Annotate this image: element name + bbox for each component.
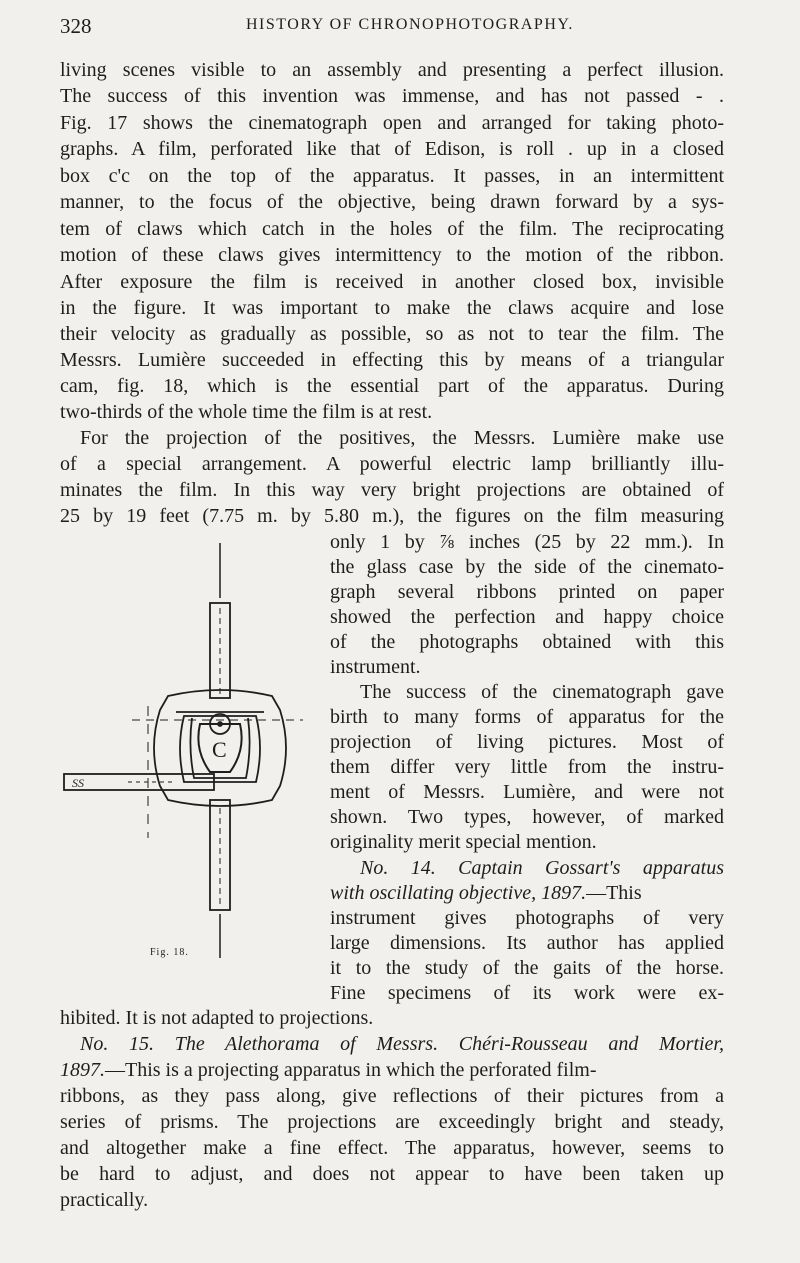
text-line: them differ very little from the instru- [330, 756, 724, 778]
text-line: their velocity as gradually as possible, so as not to tear the film. The [60, 323, 724, 345]
text-line: in the figure. It was important to make the claws acquire and lose [60, 297, 724, 319]
text-line: series of prisms. The projections are exceedingly bright and steady, [60, 1111, 724, 1133]
text-line: and altogether make a fine effect. The apparatus, however, seems to [60, 1137, 724, 1159]
figure-caption: Fig. 18. [150, 947, 189, 958]
cam-label: C [212, 737, 227, 762]
text-line: Fine specimens of its work were ex- [330, 982, 724, 1004]
text-line: The success of the cinematograph gave [360, 681, 724, 703]
text-line: the glass case by the side of the cinemato- [330, 556, 724, 578]
text-line: For the projection of the positives, the Messrs. Lumière make use [80, 427, 724, 449]
text-line: showed the perfection and happy choice [330, 606, 724, 628]
running-title: HISTORY OF CHRONOPHOTOGRAPHY. [246, 16, 574, 33]
text-line: of the photographs obtained with this [330, 631, 724, 653]
figure-18 [58, 538, 326, 968]
page-header [60, 14, 722, 42]
text-line: two-thirds of the whole time the film is at rest. [60, 401, 433, 423]
text-line: projection of living pictures. Most of [330, 731, 724, 753]
text-line: birth to many forms of apparatus for the [330, 706, 724, 728]
text-line: motion of these claws gives intermittency to the motion of the ribbon. [60, 244, 724, 266]
text-line: The success of this invention was immense, and has not passed - . [60, 85, 724, 107]
text-fragment: —This is a projecting apparatus in which the perforated film- [105, 1059, 597, 1081]
text-line [80, 1032, 724, 1056]
text-line: box c'c on the top of the apparatus. It passes, in an intermittent [60, 165, 724, 187]
text-line: tem of claws which catch in the holes of the film. The reciprocating [60, 218, 724, 240]
text-line: be hard to adjust, and does not appear to have been taken up [60, 1163, 724, 1185]
text-line: instrument gives photographs of very [330, 907, 724, 929]
text-line [60, 1058, 724, 1082]
text-line: cam, fig. 18, which is the essential part of the apparatus. During [60, 375, 724, 397]
text-line: graphs. A film, perforated like that of Edison, is roll . up in a closed [60, 138, 724, 160]
text-line: hibited. It is not adapted to projections. [60, 1007, 374, 1029]
text-line: only 1 by ⅞ inches (25 by 22 mm.). In [330, 531, 724, 553]
text-line: large dimensions. Its author has applied [330, 932, 724, 954]
apparatus-title: No. 14. Captain Gossart's apparatus [360, 857, 724, 879]
text-line: instrument. [330, 656, 421, 678]
text-line: originality merit special mention. [330, 831, 597, 853]
text-line: manner, to the focus of the objective, being drawn forward by a sys- [60, 191, 724, 213]
text-line [330, 881, 724, 905]
bar-label: SS [72, 776, 84, 790]
text-fragment: —This [586, 882, 642, 904]
apparatus-title: with oscillating objective, 1897. [330, 882, 587, 904]
text-line: After exposure the film is received in another closed box, invisible [60, 271, 724, 293]
text-line: Fig. 17 shows the cinematograph open and arranged for taking photo- [60, 112, 724, 134]
text-line: minates the film. In this way very bright projections are obtained of [60, 479, 724, 501]
text-line: practically. [60, 1189, 149, 1211]
text-line: Messrs. Lumière succeeded in effecting this by means of a triangular [60, 349, 724, 371]
text-line: ribbons, as they pass along, give reflections of their pictures from a [60, 1085, 724, 1107]
text-line: shown. Two types, however, of marked [330, 806, 724, 828]
text-line [360, 856, 724, 880]
cam-diagram [58, 538, 326, 968]
text-line: it to the study of the gaits of the horse. [330, 957, 724, 979]
text-line: of a special arrangement. A powerful electric lamp brilliantly illu- [60, 453, 724, 475]
text-line: graph several ribbons printed on paper [330, 581, 724, 603]
text-line: living scenes visible to an assembly and presenting a perfect illusion. [60, 59, 724, 81]
text-line: 25 by 19 feet (7.75 m. by 5.80 m.), the figures on the film measuring [60, 505, 724, 527]
page-number: 328 [60, 14, 92, 38]
apparatus-title: No. 15. The Alethorama of Messrs. Chéri-Rousseau and Mortier, [80, 1033, 724, 1055]
text-line: ment of Messrs. Lumière, and were not [330, 781, 724, 803]
apparatus-year: 1897. [60, 1059, 105, 1081]
